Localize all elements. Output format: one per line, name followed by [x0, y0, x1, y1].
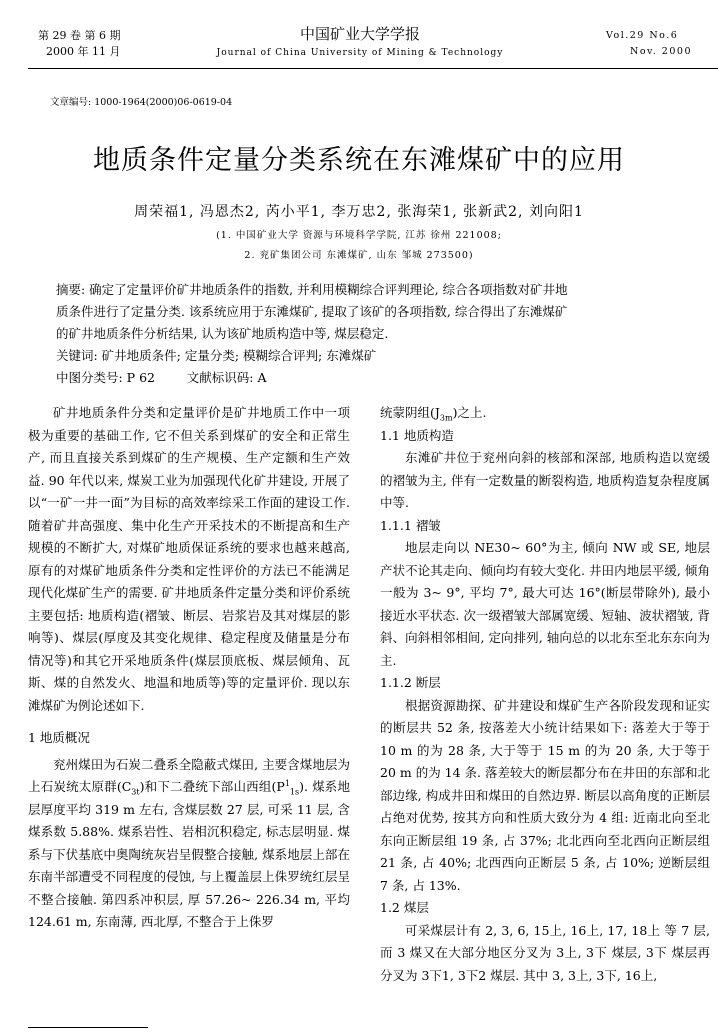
- abstract-block: [56, 279, 686, 389]
- journal-name-en: Journal of China University of Mining & Technology: [216, 48, 504, 58]
- vol-en: Vol.29 No.6: [606, 30, 679, 41]
- subscript: 3t: [131, 787, 140, 797]
- text-span: )之上.: [452, 405, 487, 420]
- affiliation-2: 2. 兖矿集团公司 东滩煤矿, 山东 邹城 273500): [244, 250, 474, 261]
- text-span: 兖州煤田为石炭二叠系全隐蔽式煤田, 主要含煤地层为上石炭统太原群(C: [28, 756, 350, 794]
- intro-paragraph: 矿井地质条件分类和定量评价是矿井地质工作中一项极为重要的基础工作, 它不但关系到煤矿的安全和正常生产, 而且直接关系到煤矿的生产规模、生产定额和生产效益. 90 年代以来, 煤炭工业为加强现代化矿井建设, 开展了以“一矿一井一面”为目标的高效率综采工作面的建设工作. 随着矿井高强度、集中化生产开采技术的不断提高和生产规模的不断扩大, 对煤矿地质保证系统的要求也越来越高, 原有的对煤矿地质条件分类和定性评价的方法已不能满足现代化煤矿生产的需要. 矿井地质条件定量分类和评价系统主要包括: 地质构造(褶皱、断层、岩浆岩及其对煤层的影响等)、煤层(厚度及其变化规律、稳定程度及储量是分布情况等)和其它开采地质条件(煤层顶底板、煤层倾角、瓦斯、煤的自然发火、地温和地质等)等的定量评价. 现以东滩煤矿为例论述如下.: [28, 405, 350, 713]
- article-number: 文章编号: 1000-1964(2000)06-0619-04: [50, 97, 233, 108]
- paragraph: 可采煤层计有 2, 3, 6, 15上, 16上, 17, 18上 等 7 层, 而 3 煤又在大部分地区分叉为 3上, 3下 煤层, 3下 煤层再分叉为 3下1, 3下2 煤层. 其中 3, 3上, 3下, 16上,: [380, 922, 710, 983]
- superscript: 1: [284, 778, 290, 788]
- section-heading: 1 地质概况: [28, 730, 90, 745]
- keywords: 关键词: 矿井地质条件; 定量分类; 模糊综合评判; 东滩煤矿: [56, 348, 377, 363]
- abstract-line: 质条件进行了定量分类. 该系统应用于东滩煤矿, 提取了该矿的各项指数, 综合得出了东滩煤矿: [56, 304, 568, 319]
- issue-info: [38, 28, 120, 60]
- subsubsection-heading: 1.1.2 断层: [380, 675, 441, 690]
- subsection-heading: 1.1 地质构造: [380, 427, 454, 443]
- paragraph: 东滩矿井位于兖州向斜的核部和深部, 地质构造以宽缓的褶皱为主, 伴有一定数量的断裂构造, 地质构造复杂程度属中等.: [380, 450, 710, 510]
- subsection-heading: 1.2 煤层: [380, 900, 429, 915]
- paragraph: 地层走向以 NE30~ 60°为主, 倾向 NW 或 SE, 地层产状不论其走向、倾向均有较大变化. 井田内地层平缓, 倾角一般为 3~ 9°, 平均 7°, 最大可达 16°(断层带除外), 最小接近水平状态. 次一级褶皱大部属宽缓、短轴、波状褶皱, 背斜、向斜相邻相间, 定向排列, 轴向总的以北东至北东东向为主.: [380, 540, 710, 668]
- date-cn: 2000 年 11 月: [46, 45, 121, 58]
- section1-paragraph: [28, 754, 350, 934]
- footnote-rule: [28, 1027, 148, 1028]
- paper-title: 地质条件定量分类系统在东滩煤矿中的应用: [93, 145, 625, 176]
- authors: 周荣福1, 冯恩杰2, 芮小平1, 李万忠2, 张海荣1, 张新武2, 刘向阳1: [134, 204, 584, 220]
- subscript: 1s: [289, 787, 300, 797]
- subsubsection-heading: 1.1.1 褶皱: [380, 517, 441, 533]
- issue-cn: 第 29 卷 第 6 期: [38, 29, 121, 42]
- header-rule: [28, 68, 718, 69]
- classification: 中图分类号: P 62 文献标识码: A: [56, 370, 267, 385]
- volume-info: [606, 28, 692, 60]
- right-column: [380, 402, 710, 987]
- text-span: )和下二叠统下部山西组(P: [139, 779, 285, 794]
- left-column: [28, 402, 350, 934]
- text-span: 统蒙阴组(J: [380, 405, 440, 420]
- subscript: 3m: [439, 413, 453, 423]
- journal-masthead: [190, 24, 530, 60]
- abstract-line: 的矿井地质条件分析结果, 认为该矿地质构造中等, 煤层稳定.: [56, 326, 389, 341]
- continuation-line: [380, 402, 710, 425]
- date-en: Nov. 2000: [630, 46, 692, 57]
- paragraph: 根据资源勘探、矿井建设和煤矿生产各阶段发现和证实的断层共 52 条, 按落差大小统计结果如下: 落差大于等于 10 m 的为 28 条, 大于等于 15 m 的为 20 条, 大于等于 20 m 的为 14 条. 落差较大的断层都分布在井田的东部和北部边缘, 构成井田和煤田的自然边界. 断层以高角度的正断层占绝对优势, 按其方向和性质大致分为 4 组: 近南北向至北东向正断层组 19 条, 占 37%; 北北西向至北西向正断层组 21 条, 占 40%; 北西西向正断层 5 条, 占 10%; 逆断层组 7 条, 占 13%.: [380, 697, 711, 893]
- affiliation-1: (1. 中国矿业大学 资源与环境科学学院, 江苏 徐州 221008;: [216, 230, 502, 241]
- abstract-line: 摘要: 确定了定量评价矿井地质条件的指数, 并利用模糊综合评判理论, 综合各项指数对矿井地: [56, 282, 568, 297]
- text-span: ). 煤系地层厚度平均 319 m 左右, 含煤层数 27 层, 可采 11 层, 含煤系数 5.88%. 煤系岩性、岩相沉积稳定, 标志层明显. 煤系与下伏基底中奥陶统灰岩呈假整合接触, 煤系地层上部在东南半部遭受不同程度的侵蚀, 与上覆盖层上侏罗统红层呈不整合接触. 第四系冲积层, 厚 57.26~ 226.34 m, 平均 124.61 m, 东南薄, 西北厚, 不整合于上侏罗: [28, 779, 350, 929]
- journal-name-cn: 中国矿业大学学报: [299, 25, 420, 43]
